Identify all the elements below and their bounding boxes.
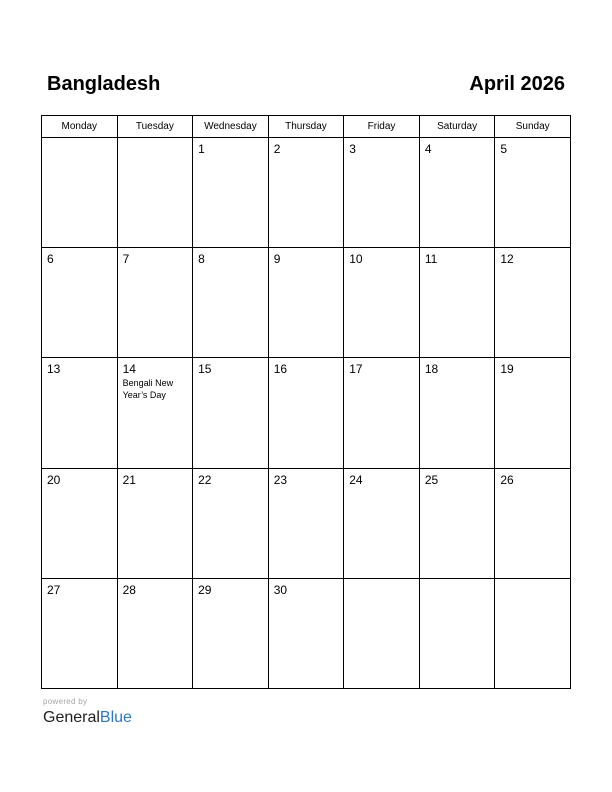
day-number: 5 (500, 142, 508, 156)
day-number: 3 (349, 142, 356, 156)
week-row (42, 138, 571, 248)
day-cell (268, 578, 344, 688)
day-cell (495, 248, 571, 358)
day-cell (193, 248, 269, 358)
day-number: 20 (47, 472, 61, 487)
day-number: 17 (349, 362, 363, 377)
day-number: 19 (500, 362, 514, 377)
day-cell (268, 468, 344, 578)
day-number: 14 (122, 362, 136, 377)
weekday-header-wednesday: Wednesday (193, 116, 269, 138)
day-cell (268, 358, 344, 468)
day-cell (268, 138, 344, 248)
day-cell (495, 468, 571, 578)
day-cell (193, 578, 269, 688)
footer-branding (43, 697, 132, 728)
day-number: 21 (122, 472, 136, 487)
day-number: 22 (198, 472, 212, 487)
day-cell-empty (344, 578, 420, 688)
day-number: 6 (47, 252, 54, 267)
day-cell (419, 248, 495, 358)
weekday-header-row (42, 116, 571, 138)
logo-text-general: General (43, 709, 100, 726)
week-row (42, 578, 571, 688)
month-year-title: April 2026 (469, 73, 565, 95)
country-title: Bangladesh (47, 73, 161, 95)
day-number: 29 (198, 582, 212, 597)
day-number: 27 (47, 582, 61, 597)
weekday-header-tuesday: Tuesday (117, 116, 193, 138)
day-number: 10 (349, 252, 363, 267)
day-number: 1 (198, 142, 205, 156)
day-number: 23 (273, 472, 288, 487)
day-cell (193, 358, 269, 468)
week-row (42, 248, 571, 358)
day-cell-empty (419, 578, 495, 688)
powered-by-text: powered by (43, 697, 88, 706)
day-cell (419, 138, 495, 248)
day-number: 8 (198, 252, 205, 267)
weekday-header-monday: Monday (42, 116, 118, 138)
day-number: 30 (273, 582, 288, 597)
day-cell (193, 468, 269, 578)
day-cell (495, 358, 571, 468)
day-number: 7 (122, 252, 130, 267)
day-number: 18 (424, 362, 439, 377)
day-cell (344, 358, 420, 468)
weekday-header-saturday: Saturday (419, 116, 495, 138)
day-number: 26 (500, 472, 514, 487)
day-number: 11 (424, 252, 438, 267)
weekday-header-friday: Friday (344, 116, 420, 138)
week-row (42, 468, 571, 578)
day-cell (344, 248, 420, 358)
day-number: 2 (273, 142, 281, 156)
day-cell-empty (117, 138, 193, 248)
day-cell (42, 358, 118, 468)
day-cell (117, 468, 193, 578)
day-cell (495, 138, 571, 248)
day-cell (419, 358, 495, 468)
day-cell-empty (42, 138, 118, 248)
day-cell (117, 248, 193, 358)
generalblue-logo[interactable] (43, 708, 132, 728)
day-number: 13 (47, 362, 61, 377)
day-cell-empty (495, 578, 571, 688)
day-number: 24 (349, 472, 363, 487)
day-cell (42, 578, 118, 688)
day-number: 15 (198, 362, 212, 377)
day-cell (419, 468, 495, 578)
day-cell (268, 248, 344, 358)
logo-text-blue: Blue (99, 709, 132, 726)
day-number: 16 (273, 362, 288, 377)
day-number: 28 (122, 582, 136, 597)
day-cell (42, 248, 118, 358)
day-number: 12 (500, 252, 514, 267)
day-cell (193, 138, 269, 248)
day-cell (344, 468, 420, 578)
holiday-label: Bengali New Year’s Day (122, 378, 174, 401)
weekday-header-thursday: Thursday (268, 116, 344, 138)
day-cell (344, 138, 420, 248)
day-cell (42, 468, 118, 578)
day-number: 25 (424, 472, 439, 487)
day-cell (117, 578, 193, 688)
weekday-header-sunday: Sunday (495, 116, 571, 138)
day-number: 4 (424, 142, 432, 156)
day-number: 9 (273, 252, 281, 267)
week-row (42, 358, 571, 468)
day-cell-holiday (117, 358, 193, 468)
calendar-grid (41, 115, 571, 689)
